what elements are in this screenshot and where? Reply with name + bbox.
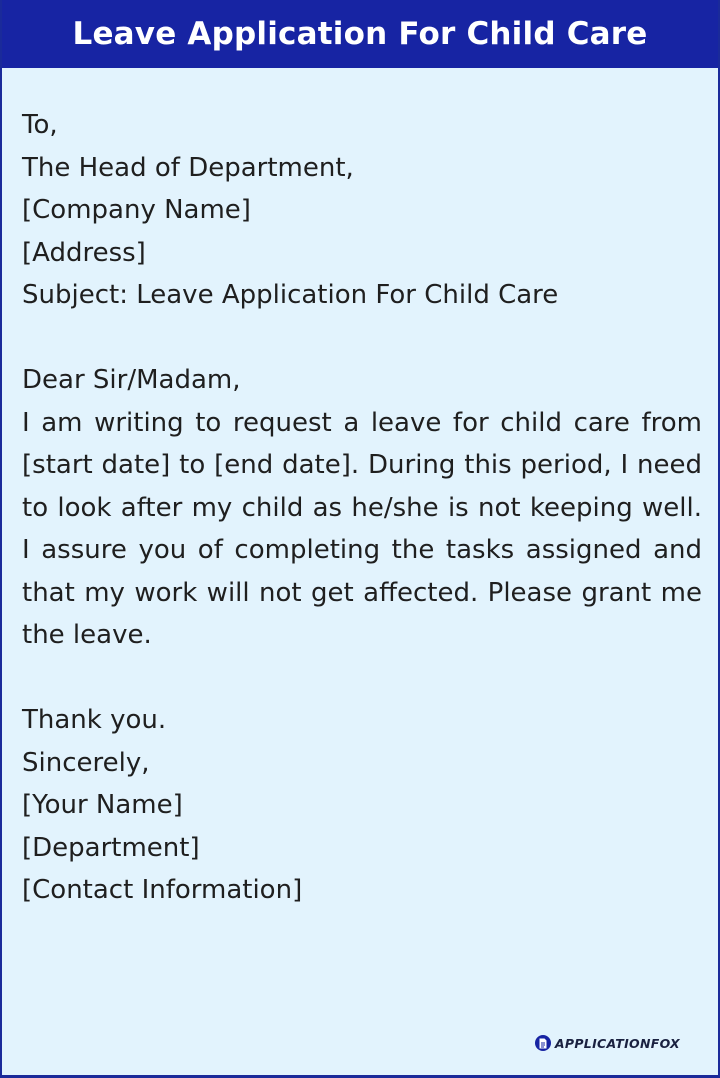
letter-subject: Subject: Leave Application For Child Care xyxy=(22,280,559,310)
document-icon xyxy=(535,1035,551,1051)
letter-content xyxy=(22,104,702,912)
letter-address: [Address] xyxy=(22,237,146,268)
letter-closing: Sincerely, xyxy=(22,747,150,778)
letter-salutation: Dear Sir/Madam, xyxy=(22,365,241,395)
letter-name: [Your Name] xyxy=(22,790,183,820)
letter-thanks: Thank you. xyxy=(22,705,167,735)
spacer xyxy=(22,317,702,360)
brand-logo xyxy=(535,1035,680,1051)
letter-recipient: The Head of Department, xyxy=(22,152,354,183)
letter-company: [Company Name] xyxy=(22,195,251,225)
letter-body: I am writing to request a leave for child care from [start date] to [end date]. During this period, I need to look after my child as he/she is not keeping well. I assure you of completing the tasks assigned and that my work will not get affected. Please grant me the leave. xyxy=(22,407,702,650)
letter-department: [Department] xyxy=(22,832,200,863)
page-title: Leave Application For Child Care xyxy=(2,0,718,68)
brand-name: APPLICATIONFOX xyxy=(554,1035,680,1051)
letter-to: To, xyxy=(22,110,58,140)
letter-contact: [Contact Information] xyxy=(22,875,303,905)
spacer xyxy=(22,657,702,700)
